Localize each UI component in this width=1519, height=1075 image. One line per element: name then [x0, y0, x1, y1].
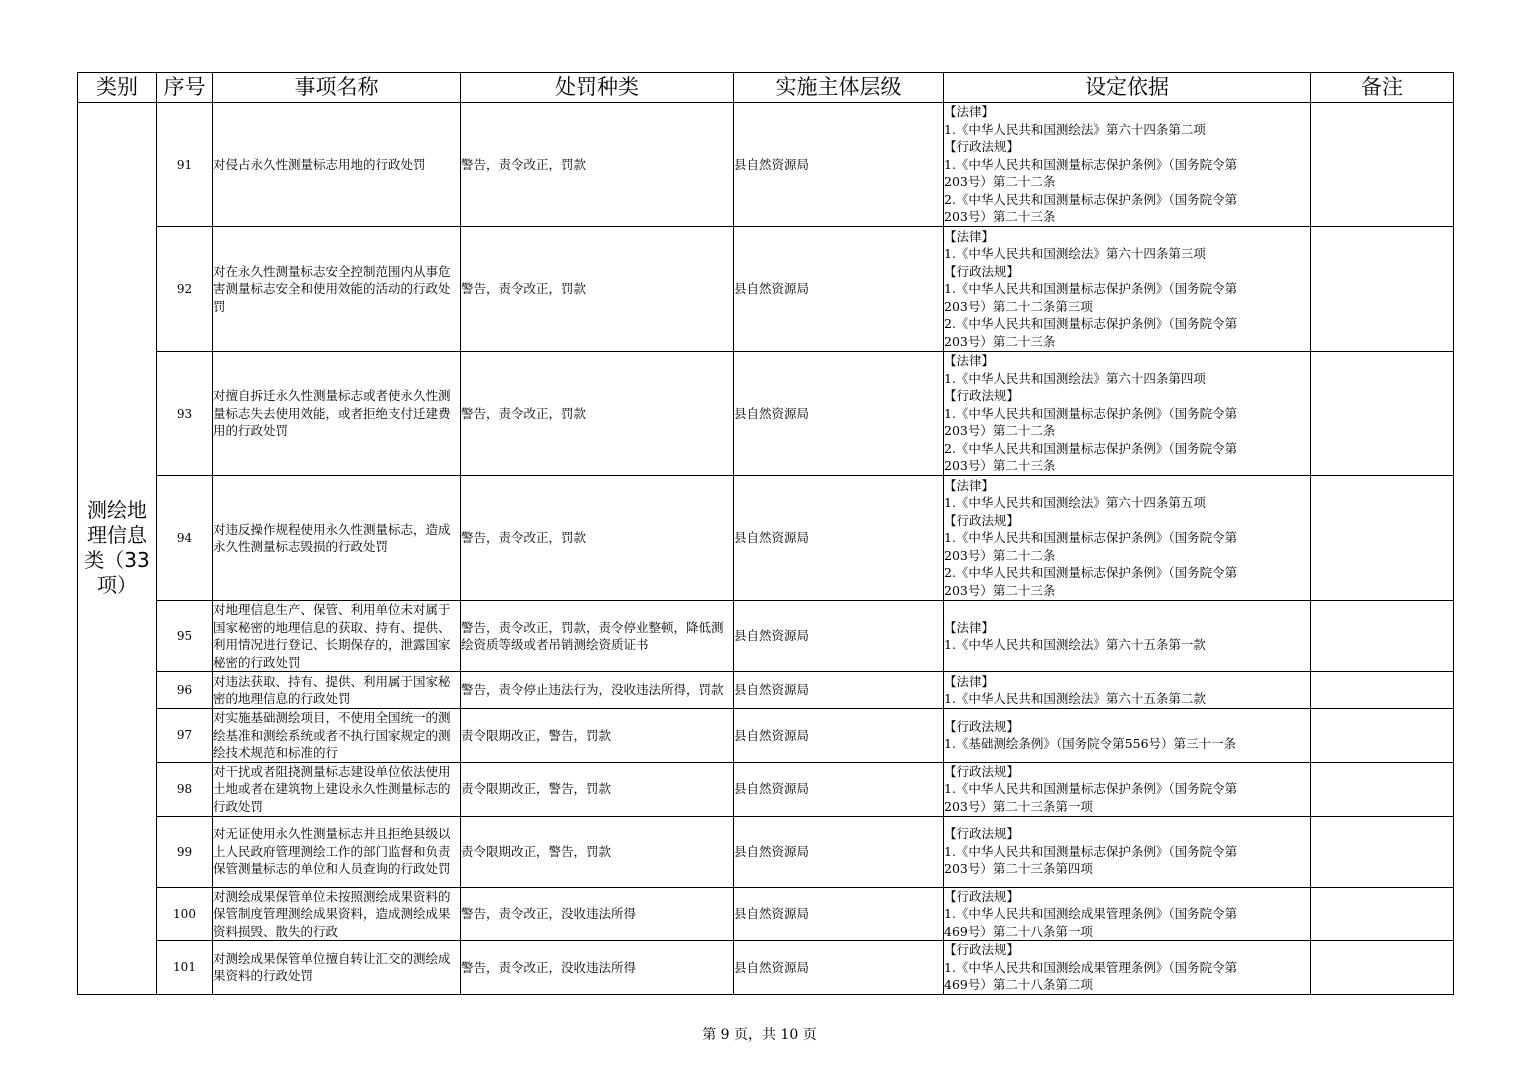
item-name: 对违法获取、持有、提供、利用属于国家秘密的地理信息的行政处罚	[213, 672, 461, 709]
penalty-type: 责令限期改正，警告，罚款	[461, 762, 734, 816]
basis-line: 469号）第二十八条第一项	[944, 923, 1093, 939]
basis-line: 【行政法规】	[944, 763, 1020, 779]
implementing-level: 县自然资源局	[734, 887, 944, 941]
basis-line: 【行政法规】	[944, 139, 1020, 155]
basis-line: 2.《中华人民共和国测量标志保护条例》（国务院令第	[944, 316, 1238, 332]
implementing-level: 县自然资源局	[734, 941, 944, 995]
legal-basis	[944, 352, 1311, 476]
basis-line: 2.《中华人民共和国测量标志保护条例》（国务院令第	[944, 565, 1238, 581]
basis-line: 1.《基础测绘条例》（国务院令第556号）第三十一条	[944, 736, 1237, 752]
header-row	[78, 73, 1454, 103]
item-name: 对违反操作规程使用永久性测量标志，造成永久性测量标志毁损的行政处罚	[213, 476, 461, 601]
basis-line: 203号）第二十三条第一项	[944, 798, 1093, 814]
legal-basis	[944, 672, 1311, 709]
table-row	[78, 816, 1454, 887]
implementing-level: 县自然资源局	[734, 672, 944, 709]
basis-line: 2.《中华人民共和国测量标志保护条例》（国务院令第	[944, 440, 1238, 456]
page-footer: 第 9 页，共 10 页	[702, 1027, 817, 1043]
header-legal-basis: 设定依据	[944, 73, 1311, 103]
table-row	[78, 709, 1454, 763]
basis-line: 1.《中华人民共和国测量标志保护条例》（国务院令第	[944, 156, 1238, 172]
row-number: 95	[157, 601, 213, 672]
implementing-level: 县自然资源局	[734, 352, 944, 476]
table-row	[78, 227, 1454, 352]
legal-basis	[944, 762, 1311, 816]
basis-line: 1.《中华人民共和国测绘法》第六十四条第四项	[944, 370, 1206, 386]
remarks	[1311, 672, 1454, 709]
remarks	[1311, 816, 1454, 887]
table-row	[78, 887, 1454, 941]
basis-line: 【法律】	[944, 673, 995, 689]
remarks	[1311, 227, 1454, 352]
basis-line: 【行政法规】	[944, 512, 1020, 528]
item-name: 对测绘成果保管单位未按照测绘成果资料的保管制度管理测绘成果资料，造成测绘成果资料损毁、散失的行政	[213, 887, 461, 941]
table-row	[78, 762, 1454, 816]
item-name: 对地理信息生产、保管、利用单位未对属于国家秘密的地理信息的获取、持有、提供、利用情况进行登记、长期保存的，泄露国家秘密的行政处罚	[213, 601, 461, 672]
item-name: 对侵占永久性测量标志用地的行政处罚	[213, 103, 461, 227]
legal-basis	[944, 887, 1311, 941]
table-row	[78, 601, 1454, 672]
header-penalty-type: 处罚种类	[461, 73, 734, 103]
basis-line: 1.《中华人民共和国测绘法》第六十五条第二款	[944, 691, 1206, 706]
remarks	[1311, 601, 1454, 672]
legal-basis	[944, 476, 1311, 601]
header-implementing-level: 实施主体层级	[734, 73, 944, 103]
table-row	[78, 103, 1454, 227]
legal-basis	[944, 601, 1311, 672]
header-item-name: 事项名称	[213, 73, 461, 103]
table-row	[78, 941, 1454, 995]
basis-line: 203号）第二十二条	[944, 423, 1056, 439]
basis-line: 【法律】	[944, 353, 995, 369]
basis-line: 1.《中华人民共和国测量标志保护条例》（国务院令第	[944, 530, 1238, 546]
penalty-type: 警告，责令改正，罚款，责令停业整顿，降低测绘资质等级或者吊销测绘资质证书	[461, 601, 734, 672]
basis-line: 1.《中华人民共和国测量标志保护条例》（国务院令第	[944, 281, 1238, 297]
basis-line: 1.《中华人民共和国测量标志保护条例》（国务院令第	[944, 405, 1238, 421]
basis-line: 203号）第二十三条	[944, 458, 1056, 474]
penalty-type: 警告，责令改正，没收违法所得	[461, 887, 734, 941]
basis-line: 1.《中华人民共和国测绘成果管理条例》（国务院令第	[944, 906, 1238, 921]
basis-line: 【法律】	[944, 104, 995, 120]
basis-line: 【法律】	[944, 619, 995, 635]
remarks	[1311, 352, 1454, 476]
remarks	[1311, 762, 1454, 816]
basis-line: 1.《中华人民共和国测绘法》第六十四条第三项	[944, 246, 1206, 262]
basis-line: 【法律】	[944, 477, 995, 493]
item-name: 对测绘成果保管单位擅自转让汇交的测绘成果资料的行政处罚	[213, 941, 461, 995]
implementing-level: 县自然资源局	[734, 103, 944, 227]
item-name: 对在永久性测量标志安全控制范围内从事危害测量标志安全和使用效能的活动的行政处罚	[213, 227, 461, 352]
basis-line: 469号）第二十八条第二项	[944, 977, 1093, 992]
basis-line: 203号）第二十二条	[944, 174, 1056, 190]
item-name: 对擅自拆迁永久性测量标志或者使永久性测量标志失去使用效能，或者拒绝支付迁建费用的行政处罚	[213, 352, 461, 476]
basis-line: 203号）第二十二条	[944, 547, 1056, 563]
basis-line: 【行政法规】	[944, 263, 1020, 279]
basis-line: 1.《中华人民共和国测绘成果管理条例》（国务院令第	[944, 959, 1238, 975]
penalty-type: 警告，责令改正，罚款	[461, 227, 734, 352]
basis-line: 203号）第二十三条	[944, 582, 1056, 598]
remarks	[1311, 887, 1454, 941]
row-number: 98	[157, 762, 213, 816]
remarks	[1311, 476, 1454, 601]
basis-line: 1.《中华人民共和国测量标志保护条例》（国务院令第	[944, 781, 1238, 797]
row-number: 99	[157, 816, 213, 887]
penalty-type: 责令限期改正，警告，罚款	[461, 816, 734, 887]
row-number: 91	[157, 103, 213, 227]
basis-line: 1.《中华人民共和国测绘法》第六十四条第二项	[944, 121, 1206, 137]
basis-line: 203号）第二十三条	[944, 209, 1056, 225]
header-category: 类别	[78, 73, 157, 103]
item-name: 对实施基础测绘项目，不使用全国统一的测绘基准和测绘系统或者不执行国家规定的测绘技术规范和标准的行	[213, 709, 461, 763]
basis-line: 203号）第二十三条第四项	[944, 861, 1093, 877]
row-number: 92	[157, 227, 213, 352]
basis-line: 【行政法规】	[944, 826, 1020, 842]
row-number: 97	[157, 709, 213, 763]
implementing-level: 县自然资源局	[734, 762, 944, 816]
header-remarks: 备注	[1311, 73, 1454, 103]
penalty-type: 警告，责令改正，罚款	[461, 103, 734, 227]
basis-line: 203号）第二十二条第三项	[944, 298, 1093, 314]
legal-basis	[944, 816, 1311, 887]
row-number: 93	[157, 352, 213, 476]
penalty-table	[77, 72, 1454, 995]
remarks	[1311, 709, 1454, 763]
header-number: 序号	[157, 73, 213, 103]
basis-line: 1.《中华人民共和国测量标志保护条例》（国务院令第	[944, 843, 1238, 859]
table-row	[78, 476, 1454, 601]
item-name: 对无证使用永久性测量标志并且拒绝县级以上人民政府管理测绘工作的部门监督和负责保管测量标志的单位和人员查询的行政处罚	[213, 816, 461, 887]
implementing-level: 县自然资源局	[734, 227, 944, 352]
row-number: 101	[157, 941, 213, 995]
row-number: 100	[157, 887, 213, 941]
table-row	[78, 352, 1454, 476]
penalty-type: 警告，责令停止违法行为，没收违法所得，罚款	[461, 672, 734, 709]
penalty-type: 警告，责令改正，罚款	[461, 476, 734, 601]
legal-basis	[944, 103, 1311, 227]
legal-basis	[944, 227, 1311, 352]
basis-line: 【行政法规】	[944, 942, 1020, 957]
basis-line: 2.《中华人民共和国测量标志保护条例》（国务院令第	[944, 191, 1238, 207]
basis-line: 【行政法规】	[944, 388, 1020, 404]
penalty-type: 责令限期改正，警告，罚款	[461, 709, 734, 763]
implementing-level: 县自然资源局	[734, 476, 944, 601]
row-number: 94	[157, 476, 213, 601]
basis-line: 1.《中华人民共和国测绘法》第六十五条第一款	[944, 637, 1206, 652]
basis-line: 203号）第二十三条	[944, 333, 1056, 349]
basis-line: 1.《中华人民共和国测绘法》第六十四条第五项	[944, 495, 1206, 511]
table-row	[78, 672, 1454, 709]
penalty-type: 警告，责令改正，没收违法所得	[461, 941, 734, 995]
penalty-type: 警告，责令改正，罚款	[461, 352, 734, 476]
legal-basis	[944, 709, 1311, 763]
remarks	[1311, 103, 1454, 227]
remarks	[1311, 941, 1454, 995]
implementing-level: 县自然资源局	[734, 709, 944, 763]
implementing-level: 县自然资源局	[734, 601, 944, 672]
basis-line: 【行政法规】	[944, 718, 1020, 734]
basis-line: 【法律】	[944, 228, 995, 244]
item-name: 对干扰或者阻挠测量标志建设单位依法使用土地或者在建筑物上建设永久性测量标志的行政处罚	[213, 762, 461, 816]
implementing-level: 县自然资源局	[734, 816, 944, 887]
row-number: 96	[157, 672, 213, 709]
basis-line: 【行政法规】	[944, 888, 1020, 904]
category-cell: 测绘地理信息类（33项）	[78, 103, 157, 995]
legal-basis	[944, 941, 1311, 995]
